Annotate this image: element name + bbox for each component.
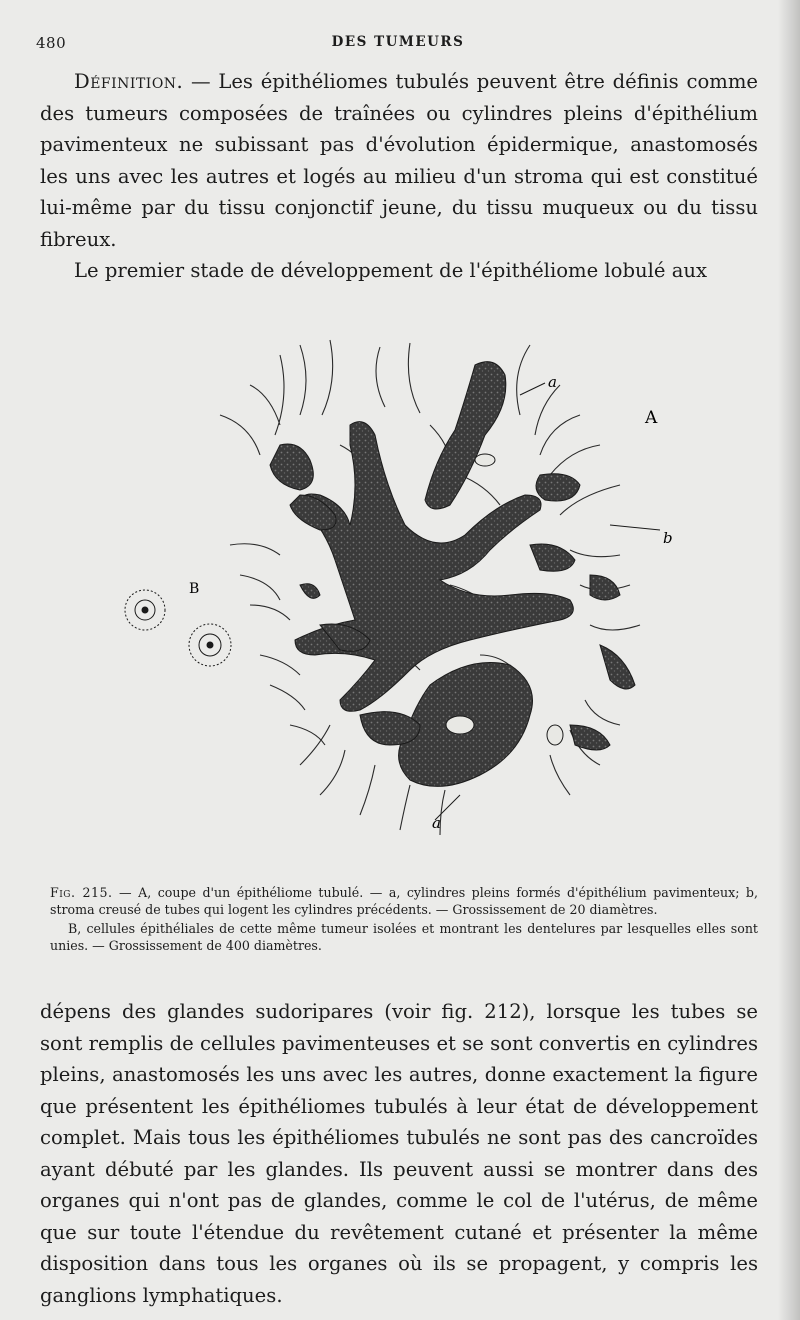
- figure-label-A: A: [645, 408, 658, 428]
- figure-label-a-bottom: a: [432, 814, 441, 832]
- figure-caption: [50, 884, 758, 956]
- figure-label-b: b: [663, 529, 673, 547]
- figure-215: [100, 325, 690, 873]
- caption-line-2: B, cellules épithéliales de cette même tumeur isolées et montrant les dentelures par lesquelles elles sont unies. — Grossissement de 400 diamètres.: [50, 921, 758, 953]
- continuation-paragraph: dépens des glandes sudoripares (voir fig. 212), lorsque les tubes se sont remplis de cellules pavimenteuses et se sont convertis en cylindres pleins, anastomosés les uns avec les autres, donne exactement la figure que présentent les épithéliomes tubulés à leur état de développement complet. Mais tous les épithéliomes tubulés ne sont pas des cancroïdes ayant débuté par les glandes. Ils peuvent aussi se montrer dans des organes qui n'ont pas de glandes, comme le col de l'utérus, de même que sur toute l'étendue du revêtement cutané et présenter la même disposition dans tous les organes où ils se propagent, y compris les ganglions lymphatiques.: [40, 1000, 758, 1307]
- page-header: [36, 34, 760, 56]
- definition-text: — Les épithéliomes tubulés peuvent être définis comme des tumeurs composées de traînées ou cylindres pleins d'épithélium pavimenteux ne subissant pas d'évolution épidermique, anastomosés les uns avec les autres et logés au milieu d'un stroma qui est constitué lui-même par du tissu conjonctif jeune, du tissu muqueux ou du tissu fibreux.: [40, 70, 758, 251]
- figure-label-B: B: [189, 581, 200, 597]
- paragraph-start: Le premier stade de développement de l'épithéliome lobulé aux: [74, 259, 708, 282]
- tumor-illustration: [100, 325, 690, 873]
- definition-label: Définition.: [74, 70, 184, 93]
- running-title: DES TUMEURS: [331, 34, 465, 50]
- body-text-bottom: [40, 996, 758, 1311]
- figure-label-a-top: a: [548, 373, 557, 391]
- caption-fig-ref: Fig. 215.: [50, 885, 113, 900]
- caption-paragraph-1: [50, 884, 758, 918]
- body-text-top: [40, 66, 758, 287]
- isolated-cells-B: [125, 590, 231, 666]
- definition-paragraph: [40, 66, 758, 255]
- page-edge-shadow: [778, 0, 800, 1320]
- page-number: 480: [36, 34, 67, 52]
- caption-line-1: — A, coupe d'un épithéliome tubulé. — a, cylindres pleins formés d'épithélium pavimenteux; b, stroma creusé de tubes qui logent les cylindres précédents. — Grossissement de 20 diamètres.: [50, 885, 758, 917]
